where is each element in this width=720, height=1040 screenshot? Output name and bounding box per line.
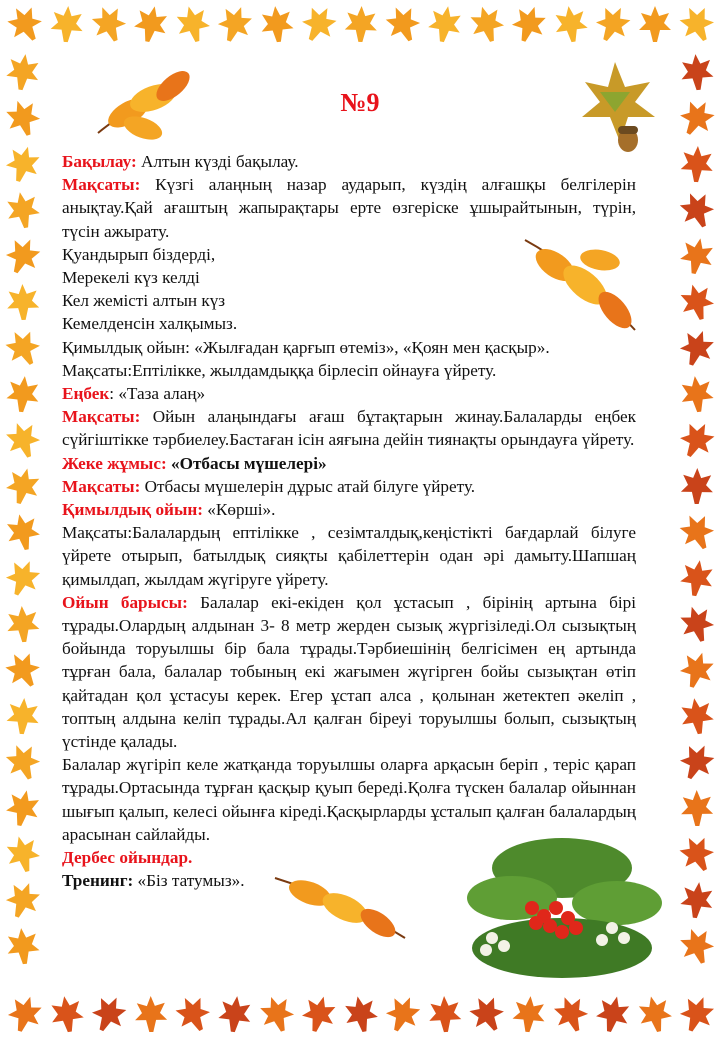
- game2-line: [62, 498, 636, 521]
- maple-leaf-icon: [548, 989, 594, 1039]
- training-line: [62, 869, 636, 892]
- maple-leaf-icon: [0, 644, 48, 696]
- maple-leaf-icon: [678, 372, 717, 416]
- maple-leaf-icon: [3, 990, 47, 1038]
- poem-line: Мерекелі күз келді: [62, 268, 200, 288]
- maple-leaf-icon: [678, 51, 715, 94]
- maple-leaf-icon: [674, 922, 719, 971]
- maple-leaf-icon: [0, 0, 49, 50]
- maple-leaf-icon: [1, 140, 45, 188]
- page-title: №9: [340, 88, 380, 117]
- poem-line: Қуандырып біздерді,: [62, 244, 216, 264]
- maple-leaf-icon: [673, 737, 720, 788]
- maple-leaf-icon: [675, 278, 718, 325]
- observation-goal-text: Күзгі алаңның назар аударып, күздің алғашқы белгілерін анықтау.Қай ағаштың жапырақтары ерте өзгеріске ұшырайтынын, түрін, түсін ажырату.: [62, 175, 636, 241]
- maple-leaf-icon: [462, 988, 511, 1039]
- maple-leaf-icon: [0, 875, 46, 924]
- maple-leaf-icon: [5, 695, 42, 737]
- individual-text: «Отбасы мүшелері»: [166, 453, 327, 473]
- labor-label: Еңбек: [62, 384, 110, 404]
- maple-leaf-icon: [4, 924, 42, 967]
- game-process-label: Ойын барысы:: [62, 592, 188, 612]
- maple-leaf-icon: [0, 322, 47, 373]
- maple-leaf-icon: [675, 600, 719, 648]
- game2-text: «Көрші».: [203, 500, 276, 520]
- poem-line: Кемелденсін халқымыз.: [62, 314, 238, 334]
- maple-leaf-icon: [340, 991, 381, 1037]
- maple-leaf-icon: [673, 507, 720, 558]
- observation-text: Алтын күзді бақылау.: [136, 152, 299, 171]
- maple-leaf-icon: [130, 1, 172, 47]
- maple-leaf-icon: [0, 415, 46, 464]
- maple-leaf-icon: [680, 466, 715, 507]
- maple-leaf-icon: [4, 372, 42, 415]
- maple-leaf-icon: [379, 0, 426, 49]
- maple-leaf-icon: [86, 0, 133, 49]
- maple-leaf-icon: [679, 143, 715, 185]
- maple-leaf-icon: [254, 990, 299, 1039]
- maple-leaf-icon: [680, 788, 715, 829]
- maple-leaf-icon: [5, 281, 40, 322]
- labor-goal-label: Мақсаты:: [62, 407, 141, 427]
- observation-line: [62, 150, 636, 173]
- maple-leaf-icon: [0, 553, 46, 603]
- labor-goal: [62, 405, 636, 451]
- training-label: Тренинг:: [62, 871, 134, 891]
- maple-leaf-icon: [510, 993, 547, 1036]
- maple-leaf-icon: [216, 992, 255, 1036]
- maple-leaf-icon: [0, 231, 47, 281]
- maple-leaf-icon: [677, 556, 717, 601]
- maple-leaf-icon: [674, 185, 720, 235]
- maple-leaf-icon: [673, 828, 720, 879]
- lesson-text: [62, 150, 636, 893]
- maple-leaf-icon: [2, 785, 44, 831]
- maple-leaf-icon: [634, 991, 676, 1038]
- maple-leaf-icon: [638, 4, 672, 44]
- maple-leaf-icon: [677, 694, 717, 739]
- maple-leaf-icon: [172, 0, 215, 47]
- observation-label: Бақылау:: [62, 152, 137, 171]
- maple-leaf-icon: [589, 0, 637, 49]
- maple-leaf-icon: [2, 509, 44, 555]
- labor-line: [62, 382, 636, 405]
- maple-leaf-icon: [676, 233, 717, 279]
- maple-leaf-icon: [343, 3, 378, 44]
- maple-leaf-icon: [85, 989, 133, 1040]
- labor-goal-text: Ойын алаңындағы ағаш бұтақтарын жинау.Балаларды еңбек сүйгіштікке тәрбиелеу.Бастаған ісін аяғына дейін тиянақты орындауға үйрету.: [62, 407, 636, 450]
- maple-leaf-icon: [49, 3, 86, 45]
- maple-leaf-icon: [134, 994, 169, 1035]
- maple-leaf-icon: [47, 992, 87, 1037]
- free-play-heading: Дербес ойындар.: [62, 848, 193, 868]
- maple-leaf-icon: [465, 0, 509, 48]
- game2-label: Қимылдық ойын:: [62, 500, 203, 520]
- labor-text: : «Таза алаң»: [109, 384, 206, 404]
- maple-leaf-icon: [2, 462, 45, 509]
- maple-leaf-icon: [212, 0, 258, 49]
- observation-goal: [62, 173, 636, 243]
- maple-leaf-icon: [551, 2, 590, 46]
- game-process-2: Балалар жүгіріп келе жатқанда торуылшы оларға арқасын беріп , теріс қарап тұрады.Ортасында тұрған қасқыр қуып береді.Қолға түскен балалар ойыннан шығып қалып, келесі ойынға кіреді.Қасқырларды ұсталып қалған балалардың арасынан сайлайды.: [62, 755, 636, 844]
- maple-leaf-icon: [3, 187, 43, 232]
- maple-leaf-icon: [425, 1, 465, 46]
- poem-line: Кел жемісті алтын күз: [62, 291, 226, 311]
- maple-leaf-icon: [169, 988, 217, 1039]
- observation-goal-label: Мақсаты:: [62, 175, 141, 195]
- game1-line: Қимылдық ойын: «Жылғадан қарғып өтеміз», «Қоян мен қасқыр».: [62, 337, 550, 357]
- maple-leaf-icon: [380, 989, 427, 1039]
- individual-goal-label: Мақсаты:: [62, 476, 141, 496]
- maple-leaf-icon: [427, 993, 463, 1035]
- game2-goal: Мақсаты:Балалардың ептілікке , сезімталдық,кеңістікті бағдарлай білуге үйрете отырып, батылдық сияқты қабілеттерін одан әрі дамыту.Шапшаң қимылдап, жылдам жүгіруге үйрету.: [62, 523, 636, 589]
- maple-leaf-icon: [592, 991, 634, 1038]
- training-text: «Біз татумыз».: [133, 871, 245, 891]
- game1-goal: Мақсаты:Ептілікке, жылдамдыққа бірлесіп ойнауға үйрету.: [62, 360, 497, 380]
- maple-leaf-icon: [2, 830, 45, 877]
- individual-goal: [62, 475, 636, 498]
- maple-leaf-icon: [295, 0, 344, 50]
- maple-leaf-icon: [673, 0, 720, 49]
- maple-leaf-icon: [297, 990, 340, 1037]
- maple-leaf-icon: [507, 0, 552, 48]
- maple-leaf-icon: [673, 414, 720, 465]
- maple-leaf-icon: [674, 989, 720, 1039]
- maple-leaf-icon: [674, 324, 719, 373]
- maple-leaf-icon: [5, 603, 42, 645]
- maple-leaf-icon: [675, 646, 719, 694]
- individual-line: [62, 452, 636, 475]
- game-process: [62, 591, 636, 753]
- game-process-text: Балалар екі-екіден қол ұстасып , бірінің артына бірі тұрады.Олардың алдынан 3- 8 метр жерден сызық жүргізіледі.Ол сызықтың бойында торуылшы бір бала тұрады.Тәрбиешінің белгісімен ең артында тұрған бала, балалар тобының екі жағымен жүгірген бойы сызықтан өтіп қайтадан қол ұстасуы керек. Егер ұстап алса , қолынан жетектеп әкеліп , топтың алдына келіп тұрады.Ал қалған біреуі торуылшы болып, сызықтың үстінде қалады.: [62, 592, 636, 752]
- maple-leaf-icon: [0, 737, 46, 787]
- maple-leaf-icon: [258, 2, 296, 45]
- individual-label: Жеке жұмыс:: [62, 453, 167, 473]
- individual-goal-text: Отбасы мүшелерін дұрыс атай білуге үйрету.: [140, 476, 476, 496]
- maple-leaf-icon: [678, 878, 717, 922]
